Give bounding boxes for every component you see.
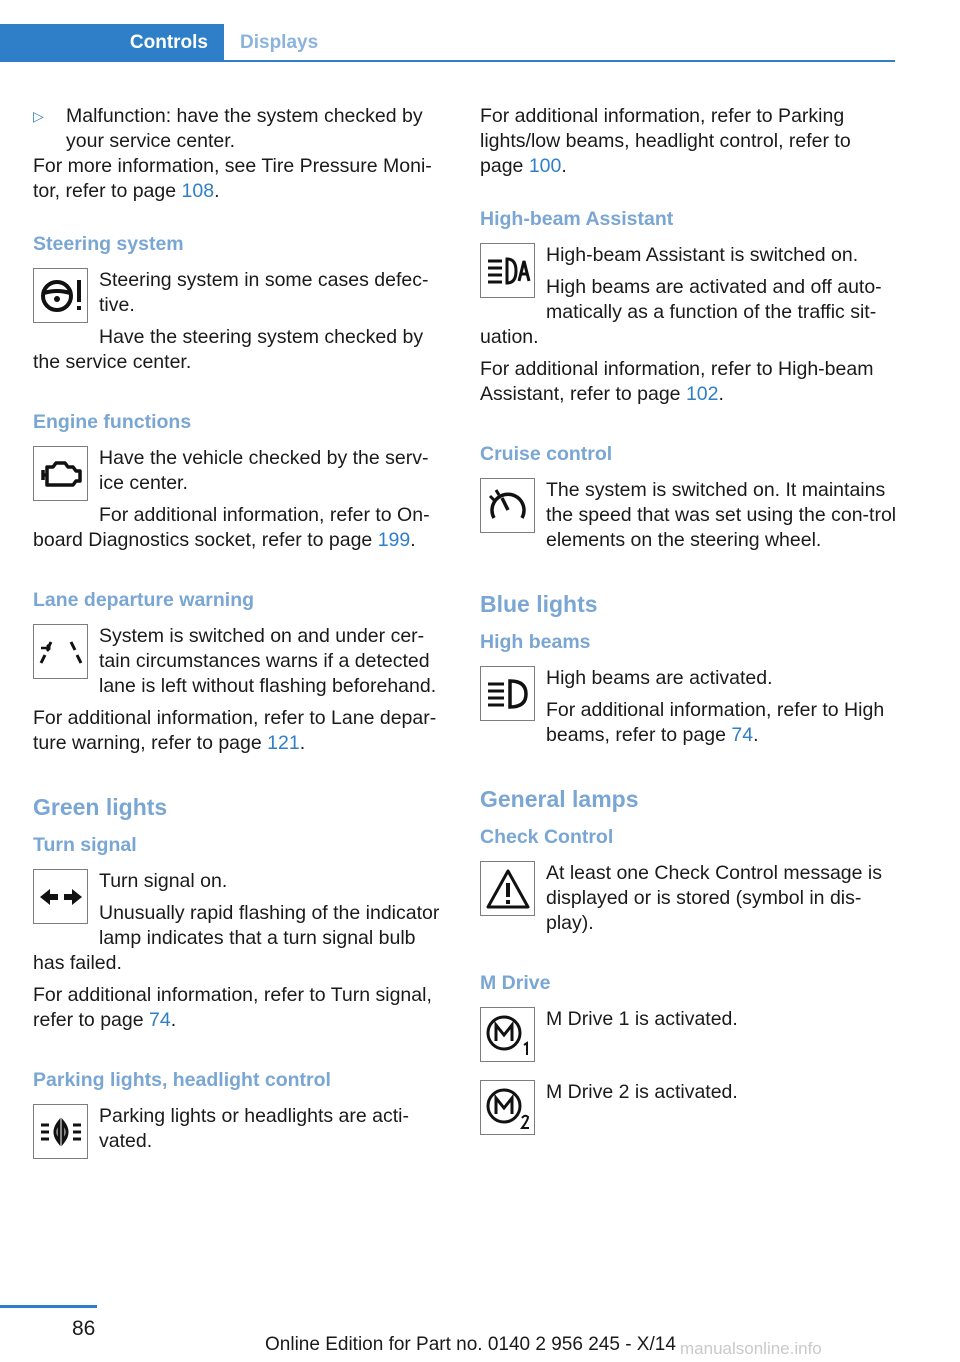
m-drive-2-icon bbox=[480, 1080, 535, 1135]
general-lamps-heading: General lamps bbox=[480, 786, 639, 812]
tab-displays[interactable]: Displays bbox=[240, 32, 319, 53]
page-number: 86 bbox=[72, 1317, 96, 1340]
lane-departure-icon bbox=[33, 624, 88, 679]
page-link[interactable]: 102 bbox=[685, 383, 719, 405]
lane-heading: Lane departure warning bbox=[33, 589, 255, 611]
check-control-heading: Check Control bbox=[480, 826, 614, 848]
high-beam-icon bbox=[480, 666, 535, 721]
online-edition: Online Edition for Part no. 0140 2 956 245 - X/14 bbox=[265, 1334, 676, 1355]
page-link[interactable]: 74 bbox=[731, 724, 754, 746]
engine-reference: For additional information, refer to On-board Diagnostics socket, refer to page 199. bbox=[33, 504, 430, 551]
cruise-heading: Cruise control bbox=[480, 443, 613, 465]
turn-reference: For additional information, refer to Turn signal, refer to page 74. bbox=[33, 984, 432, 1031]
high-beam-assistant-icon bbox=[480, 243, 535, 298]
high-beams-entry: High beams are activated. For additional information, refer to High beams, refer to page 74. bbox=[480, 666, 898, 755]
lane-reference: For additional information, refer to Lane depar-ture warning, refer to page 121. bbox=[33, 707, 437, 754]
m-drive-heading: M Drive bbox=[480, 972, 551, 994]
lane-entry: System is switched on and under cer-tain circumstances warns if a detected lane is left without flashing beforehand. For additional information, refer to Lane depar-ture warning, refer to page 121. bbox=[33, 624, 451, 763]
steering-heading: Steering system bbox=[33, 233, 184, 255]
parking-heading: Parking lights, headlight control bbox=[33, 1069, 331, 1091]
blue-lights-heading: Blue lights bbox=[480, 591, 598, 617]
warning-triangle-icon bbox=[480, 861, 535, 916]
check-control-entry: At least one Check Control message is displayed or is stored (symbol in dis-play). bbox=[480, 861, 898, 943]
tpm-reference: For more information, see Tire Pressure Moni-tor, refer to page 108. bbox=[33, 155, 432, 202]
steering-warning-icon bbox=[33, 268, 88, 323]
right-column bbox=[480, 104, 898, 1139]
turn-signal-icon bbox=[33, 869, 88, 924]
header-tabs bbox=[0, 24, 895, 62]
watermark: manualsonline.info bbox=[680, 1339, 822, 1358]
turn-entry: Turn signal on. Unusually rapid flashing of the indicator lamp indicates that a turn signal bulb has failed. For additional information, refer to Turn signal, refer to page 74. bbox=[33, 869, 451, 1040]
page-link[interactable]: 100 bbox=[528, 155, 562, 177]
left-column bbox=[33, 104, 451, 1163]
page-link[interactable]: 108 bbox=[181, 180, 215, 202]
engine-entry: Have the vehicle checked by the serv-ice center. For additional information, refer to On-board Diagnostics socket, refer to page 199. bbox=[33, 446, 451, 560]
hba-entry: High-beam Assistant is switched on. High beams are activated and off auto-matically as a function of the traffic sit-uation. For additional information, refer to High-beam Assistant, refer to page 102. bbox=[480, 243, 898, 414]
hba-reference: For additional information, refer to High-beam Assistant, refer to page 102. bbox=[480, 358, 874, 405]
green-lights-heading: Green lights bbox=[33, 794, 168, 820]
high-beams-reference: For additional information, refer to High beams, refer to page 74. bbox=[546, 699, 885, 746]
page-link[interactable]: 74 bbox=[149, 1009, 171, 1031]
engine-heading: Engine functions bbox=[33, 411, 192, 433]
parking-reference: For additional information, refer to Parking lights/low beams, headlight control, refer to page 100. bbox=[480, 105, 851, 177]
turn-heading: Turn signal bbox=[33, 834, 137, 856]
footer-rule bbox=[0, 1305, 97, 1308]
m-drive-1-entry: M Drive 1 is activated. bbox=[480, 1007, 898, 1066]
tab-controls[interactable]: Controls bbox=[0, 24, 224, 60]
steering-entry: Steering system in some cases defec-tive. Have the steering system checked by the service center. bbox=[33, 269, 429, 373]
page-link[interactable]: 199 bbox=[377, 529, 411, 551]
cruise-entry: The system is switched on. It maintains the speed that was set using the con-trol elements on the steering wheel. bbox=[480, 478, 898, 560]
malfunction-bullet bbox=[33, 104, 451, 154]
bullet-text: Malfunction: have the system checked by your service center. bbox=[66, 105, 423, 152]
bullet-triangle-icon: ▷ bbox=[33, 108, 44, 124]
high-beams-heading: High beams bbox=[480, 631, 591, 653]
hba-heading: High-beam Assistant bbox=[480, 208, 674, 230]
parking-lights-icon bbox=[33, 1104, 88, 1159]
engine-icon bbox=[33, 446, 88, 501]
m-drive-2-entry: M Drive 2 is activated. bbox=[480, 1080, 898, 1139]
page-link[interactable]: 121 bbox=[267, 732, 300, 754]
cruise-control-icon bbox=[480, 478, 535, 533]
parking-entry: Parking lights or headlights are acti-vated. bbox=[33, 1104, 451, 1163]
m-drive-1-icon bbox=[480, 1007, 535, 1062]
